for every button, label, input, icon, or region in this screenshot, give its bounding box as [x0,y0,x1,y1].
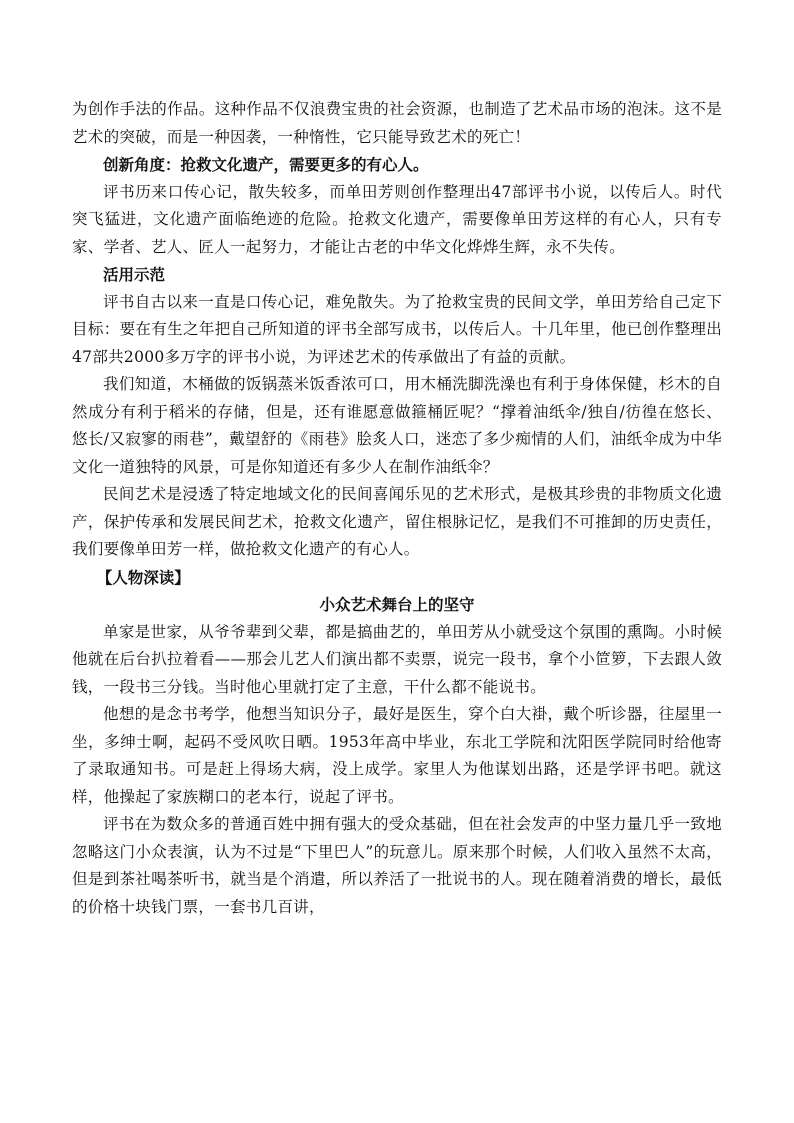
paragraph-continuation: 为创作手法的作品。这种作品不仅浪费宝贵的社会资源，也制造了艺术品市场的泡沫。这不是艺术的突破，而是一种因袭，一种惰性，它只能导致艺术的死亡！ [72,100,722,146]
paragraph: 我们知道，木桶做的饭锅蒸米饭香浓可口，用木桶洗脚洗澡也有利于身体保健，杉木的自然成分有利于稻米的存储，但是，还有谁愿意做箍桶匠呢？“撑着油纸伞/独自/彷徨在悠长、悠长/又寂寥的雨巷”，戴望舒的《雨巷》脍炙人口，迷恋了多少痴情的人们，油纸伞成为中华文化一道独特的风景，可是你知道还有多少人在制作油纸伞？ [72,375,722,476]
paragraph: 评书自古以来一直是口传心记，难免散失。为了抢救宝贵的民间文学，单田芳给自己定下目标：要在有生之年把自己所知道的评书全部写成书，以传后人。十几年里，他已创作整理出47部共2000多万字的评书小说，为评述艺术的传承做出了有益的贡献。 [72,292,722,366]
paragraph: 他想的是念书考学，他想当知识分子，最好是医生，穿个白大褂，戴个听诊器，往屋里一坐，多绅士啊，起码不受风吹日晒。1953年高中毕业，东北工学院和沈阳医学院同时给他寄了录取通知书。可是赶上得场大病，没上成学。家里人为他谋划出路，还是学评书吧。就这样，他操起了家族糊口的老本行，说起了评书。 [72,705,722,806]
section-tag: 【人物深读】 [96,567,190,587]
article-title: 小众艺术舞台上的坚守 [319,595,475,614]
paragraph: 单家是世家，从爷爷辈到父辈，都是搞曲艺的，单田芳从小就受这个氛围的熏陶。小时候他就在后台扒拉着看——那会儿艺人们演出都不卖票，说完一段书，拿个小笸箩，下去跟人敛钱，一段书三分钱。当时他心里就打定了主意，干什么都不能说书。 [72,622,722,696]
document-page [72,96,722,921]
innovation-angle-heading: 创新角度：抢救文化遗产，需要更多的有心人。 [103,155,429,174]
paragraph: 民间艺术是浸透了特定地域文化的民间喜闻乐见的艺术形式，是极其珍贵的非物质文化遗产，保护传承和发展民间艺术，抢救文化遗产，留住根脉记忆，是我们不可推卸的历史责任，我们要像单田芳一样，做抢救文化遗产的有心人。 [72,485,722,558]
paragraph: 评书历来口传心记，散失较多，而单田芳则创作整理出47部评书小说，以传后人。时代突飞猛进，文化遗产面临绝迹的危险。抢救文化遗产，需要像单田芳这样的有心人，只有专家、学者、艺人、匠人一起努力，才能让古老的中华文化烨烨生辉，永不失传。 [72,182,722,256]
usage-example-heading: 活用示范 [103,265,166,284]
paragraph: 评书在为数众多的普通百姓中拥有强大的受众基础，但在社会发声的中坚力量几乎一致地忽略这门小众表演，认为不过是“下里巴人”的玩意儿。原来那个时候，人们收入虽然不太高，但是到茶社喝茶听书，就当是个消遣，所以养活了一批说书的人。现在随着消费的增长，最低的价格十块钱门票，一套书几百讲， [72,815,722,916]
